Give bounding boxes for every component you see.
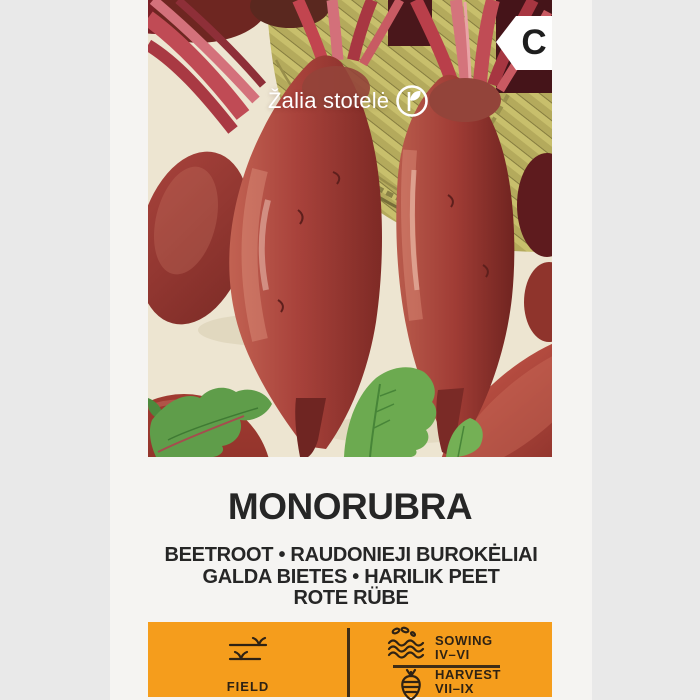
beetroot-photo [148,0,552,457]
harvest-beetroot-icon [398,668,424,700]
harvest-info [435,668,501,696]
info-panel [148,622,552,697]
sowing-label: SOWING [435,633,493,648]
corner-badge [496,16,552,70]
subtitle-line: BEETROOT • RAUDONIEJI BUROKĖLIAI [164,544,538,566]
harvest-value: VII–IX [435,681,475,696]
variety-title: MONORUBRA [227,486,473,527]
field-label: FIELD [226,679,270,694]
seed-rows-icon [228,631,268,670]
beetroot-photo-illustration [148,0,552,457]
seed-packet [110,0,592,700]
brand-logo [268,84,429,118]
sowing-info [435,634,493,662]
subtitle-line: GALDA BIETES • HARILIK PEET [202,565,500,588]
leaf-in-circle-icon [395,84,429,118]
badge-letter: C [521,23,547,62]
subtitle-line: ROTE RÜBE [293,587,409,609]
brand-name: Žalia stotelė [268,88,390,113]
harvest-label: HARVEST [435,667,502,682]
sowing-value: IV–VI [435,647,470,662]
sowing-icon [386,626,426,665]
species-names [110,545,592,610]
